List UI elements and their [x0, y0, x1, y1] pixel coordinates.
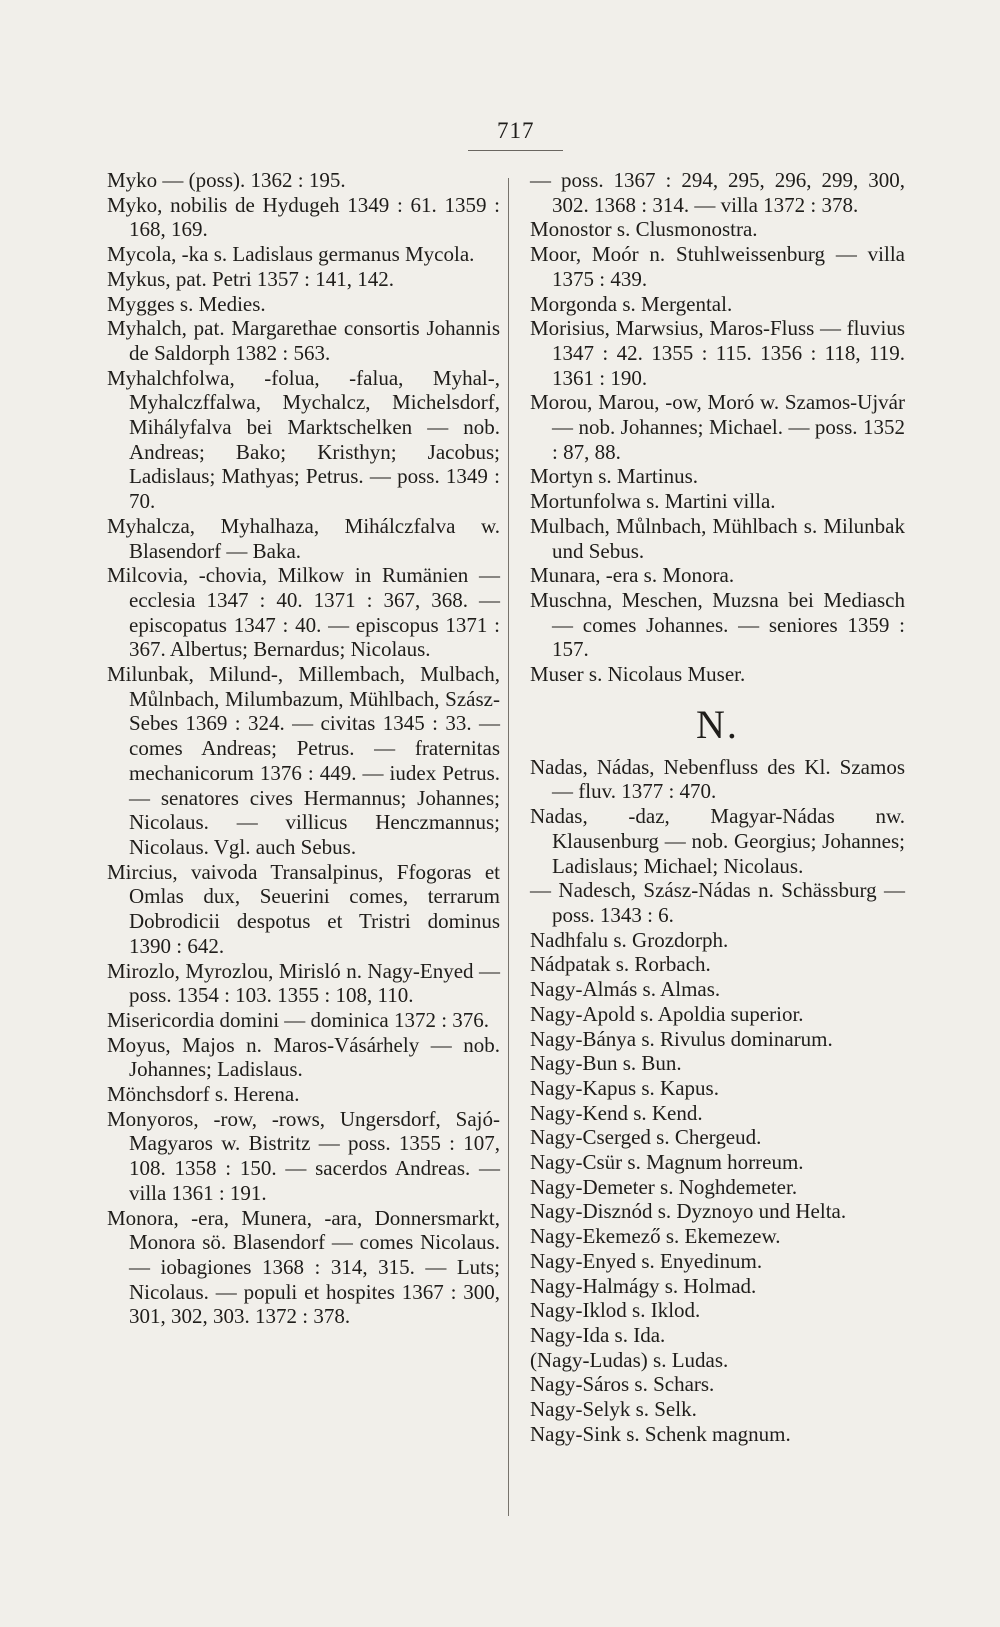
- index-entry: Nadas, -daz, Magyar-Nádas nw. Klausenburg — nob. Georgius; Johannes; Ladislaus; Michael; Nicolaus.: [530, 804, 905, 878]
- index-entry: Moor, Moór n. Stuhlweissenburg — villa 1375 : 439.: [530, 242, 905, 291]
- index-entry: Nagy-Cserged s. Chergeud.: [530, 1125, 762, 1150]
- index-entry: Mortunfolwa s. Martini villa.: [530, 489, 776, 514]
- index-entry: Morisius, Marwsius, Maros-Fluss — fluvius 1347 : 42. 1355 : 115. 1356 : 118, 119. 1361 : 190.: [530, 316, 905, 390]
- index-entry: Nagy-Ekemező s. Ekemezew.: [530, 1224, 781, 1249]
- index-entry: Mönchsdorf s. Herena.: [107, 1082, 300, 1107]
- index-entry: Misericordia domini — dominica 1372 : 376.: [107, 1007, 490, 1032]
- index-entry: (Nagy-Ludas) s. Ludas.: [530, 1347, 729, 1372]
- right-column-entries-n: [530, 755, 905, 1447]
- index-entry: Mirozlo, Myrozlou, Mirisló n. Nagy-Enyed — poss. 1354 : 103. 1355 : 108, 110.: [107, 958, 500, 1008]
- index-entry: Nagy-Sáros s. Schars.: [530, 1372, 715, 1397]
- index-entry: Nadhfalu s. Grozdorph.: [530, 927, 729, 952]
- index-entry: Myko — (poss). 1362 : 195.: [107, 168, 346, 192]
- index-entry: Nagy-Bun s. Bun.: [530, 1051, 682, 1076]
- index-entry: Myko, nobilis de Hydugeh 1349 : 61. 1359 : 168, 169.: [107, 192, 500, 242]
- index-entry: Mykus, pat. Petri 1357 : 141, 142.: [107, 266, 394, 291]
- index-entry: Muschna, Meschen, Muzsna bei Mediasch — comes Johannes. — seniores 1359 : 157.: [530, 587, 905, 662]
- index-entry: Mycola, -ka s. Ladislaus germanus Mycola.: [107, 242, 475, 267]
- index-entry: Nagy-Almás s. Almas.: [530, 977, 721, 1002]
- index-entry: — poss. 1367 : 294, 295, 296, 299, 300, 302. 1368 : 314. — villa 1372 : 378.: [530, 168, 905, 217]
- index-entry: Mircius, vaivoda Transalpinus, Ffogoras et Omlas dux, Seuerini comes, terrarum Dobrodicii despotus et Tristri dominus 1390 : 642.: [107, 859, 500, 958]
- index-entry: Nagy-Iklod s. Iklod.: [530, 1298, 701, 1323]
- index-entry: Nagy-Kend s. Kend.: [530, 1100, 703, 1125]
- index-entry: Milcovia, -chovia, Milkow in Rumänien — ecclesia 1347 : 40. 1371 : 367, 368. — episcopatus 1347 : 40. — episcopus 1371 : 367. Albertus; Bernardus; Nicolaus.: [107, 563, 500, 662]
- index-entry: — Nadesch, Szász-Nádas n. Schässburg — poss. 1343 : 6.: [530, 878, 905, 927]
- index-entry: Myhalch, pat. Margarethae consortis Johannis de Saldorph 1382 : 563.: [107, 316, 500, 365]
- index-entry: Nagy-Apold s. Apoldia superior.: [530, 1001, 804, 1026]
- index-entry: Munara, -era s. Monora.: [530, 563, 735, 588]
- column-divider: [508, 178, 509, 1516]
- index-entry: Nádpatak s. Rorbach.: [530, 952, 711, 977]
- index-entry: Nagy-Bánya s. Rivulus dominarum.: [530, 1026, 833, 1051]
- index-entry: Muser s. Nicolaus Muser.: [530, 662, 746, 687]
- index-entry: Moyus, Majos n. Maros-Vásárhely — nob. Johannes; Ladislaus.: [107, 1032, 500, 1082]
- right-column: [530, 168, 905, 1446]
- index-entry: Nadas, Nádas, Nebenfluss des Kl. Szamos — fluv. 1377 : 470.: [530, 754, 905, 804]
- index-entry: Myhalcza, Myhalhaza, Mihálczfalva w. Blasendorf — Baka.: [107, 513, 500, 563]
- index-entry: Nagy-Halmágy s. Holmad.: [530, 1273, 757, 1298]
- index-entry: Monyoros, -row, -rows, Ungersdorf, Sajó-Magyaros w. Bistritz — poss. 1355 : 107, 108. 1358 : 150. — sacerdos Andreas. — villa 1361 : 191.: [107, 1106, 500, 1205]
- index-entry: Milunbak, Milund-, Millembach, Mulbach, Můlnbach, Milumbazum, Mühlbach, Szász-Sebes 1369 : 324. — civitas 1345 : 33. — comes Andreas; Petrus. — fraternitas mechanicorum 1376 : 449. — iudex Petrus. — senatores cives Hermannus; Johannes; Nicolaus. — villicus Henczmannus; Nicolaus. Vgl. auch Sebus.: [107, 662, 500, 859]
- index-entry: Nagy-Kapus s. Kapus.: [530, 1075, 719, 1100]
- index-entry: Morou, Marou, -ow, Moró w. Szamos-Ujvár — nob. Johannes; Michael. — poss. 1352 : 87, 88.: [530, 390, 905, 464]
- index-entry: Nagy-Csür s. Magnum horreum.: [530, 1150, 804, 1175]
- index-entry: Nagy-Demeter s. Noghdemeter.: [530, 1174, 798, 1199]
- index-entry: Nagy-Disznód s. Dyznoyo und Helta.: [530, 1199, 847, 1224]
- index-entry: Mortyn s. Martinus.: [530, 464, 698, 489]
- index-entry: Myhalchfolwa, -folua, -falua, Myhal-, Myhalczffalwa, Mychalcz, Michelsdorf, Mihályfalva bei Marktschelken — nob. Andreas; Bako; Kristhyn; Jacobus; Ladislaus; Mathyas; Petrus. — poss. 1349 : 70.: [107, 365, 500, 514]
- left-column: [107, 168, 500, 1329]
- page-number: 717: [497, 118, 535, 143]
- section-letter: N.: [696, 701, 739, 747]
- index-entry: Nagy-Ida s. Ida.: [530, 1322, 666, 1347]
- index-entry: Nagy-Enyed s. Enyedinum.: [530, 1248, 763, 1273]
- header-rule: [468, 150, 563, 151]
- index-entry: Nagy-Sink s. Schenk magnum.: [530, 1421, 791, 1446]
- right-column-entries-m: [530, 168, 905, 687]
- index-entry: Mygges s. Medies.: [107, 291, 266, 316]
- index-entry: Monora, -era, Munera, -ara, Donnersmarkt, Monora sö. Blasendorf — comes Nicolaus. — iobagiones 1368 : 314, 315. — Luts; Nicolaus. — populi et hospites 1367 : 300, 301, 302, 303. 1372 : 378.: [107, 1205, 500, 1329]
- index-entry: Monostor s. Clusmonostra.: [530, 217, 758, 242]
- index-entry: Nagy-Selyk s. Selk.: [530, 1397, 697, 1422]
- index-entry: Morgonda s. Mergental.: [530, 291, 733, 316]
- index-entry: Mulbach, Můlnbach, Mühlbach s. Milunbak und Sebus.: [530, 513, 905, 563]
